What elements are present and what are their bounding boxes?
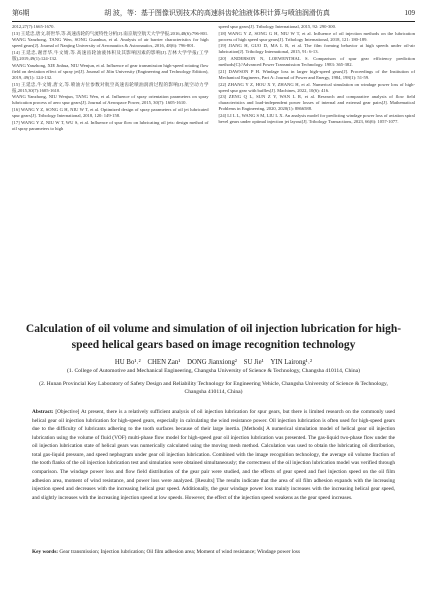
abstract-label: Abstract:	[32, 409, 54, 415]
running-title: 胡 波，等：基于图像识别技术的高速斜齿轮油液体积计算与喷油润滑仿真	[104, 9, 330, 17]
reference-item: [22] ZHANG Y Z, HOU X Y, ZHANG H, et al. Numerical simulation on windage power loss of high-speed spur gear with baffles[J]. Machines, 2022, 10(6): 416.	[218, 81, 415, 93]
abstract	[32, 408, 395, 502]
issue-number: 第6期	[12, 9, 30, 17]
reference-item: WANG Yanzhong, NIU Wenjun, TANG Wen, et al. Influence of spray orientation parameters on spray lubrication process of aero spur gears[J]. Journal of Aerospace Power, 2015, 30(7): 1605-1610.	[12, 94, 209, 106]
reference-item: [19] JIANG H, GUO D, MA L R, et al. The film forming behavior at high speeds under oil-air lubrication[J]. Tribology International, 2015, 91: 6-13.	[218, 43, 415, 55]
header-rule	[12, 21, 415, 22]
paper-title: Calculation of oil volume and simulation of oil injection lubrication for high-speed helical gears based on image recognition technology	[25, 323, 402, 351]
reference-item: [21] DAWSON P H. Windage loss in larger high-speed gears[J]. Proceedings of the Institution of Mechanical Engineers, Part A: Journal of Power and Energy, 1984, 198(1): 51-59.	[218, 68, 415, 80]
references-section	[12, 24, 415, 324]
reference-item: [23] ZENG Q L, SUN Z Y, WAN L R, et al. Research and comparative analysis of flow field characteristics and load-independent power losses of internal and external gear pairs[J]. Mathematical Problems in Engineering, 2020, 2020(1): 8866588.	[218, 94, 415, 112]
reference-item: WANG Yanzhong, TANG Wen, SONG Guanhua, et al. Analysis of air barrier characteristics for high speed gears[J]. Journal of Nanjing University of Aeronautics & Astronautics, 2016, 48(6): 796-801.	[12, 37, 209, 49]
reference-item: [15] 王延忠,牛文婧,唐文,等.喷油方位参数对航空高速齿轮喷油润滑过程的影响[J].航空动力学报,2015,30(7):1605-1610.	[12, 81, 209, 93]
reference-item: [13] 王延忠,唐文,蒋世华,等.高速齿轮的气流特性分析[J].南京航空航天大学学报,2016,48(6):796-801.	[12, 30, 209, 36]
reference-item: [16] WANG Y Z, SONG G H, NIU W T, et al. Optimized design of spray parameters of oil jet lubricated spur gears[J]. Tribology International, 2018, 120: 149-158.	[12, 106, 209, 119]
abstract-text: [Objective] At present, there is a relatively sufficient analysis of oil injection lubrication for spur gears, but there is limited research on the commonly used helical gear oil injection lubrication for high-speed gears, especially in calculating the wind resistance power. Oil injection lubrication is often used for high-speed gears due to the difficulty of lubricants adhering to the tooth surfaces because of their large inertia. [Methods] A numerical simulation model of helical gear oil injection lubrication using the volume of fluid (VOF) multi-phase flow model for high-speed gear oil injection lubrication was presented. The gas-liquid two-phase flow under the oil injection lubrication state of helical gears was numerically calculated using the moving mesh method. Calculation was used to obtain the lubricating oil distribution, total gas-liquid pressure, and speed nephogram under gear oil injection lubrication. Combined with the image recognition technology, the average oil volume fraction of the tooth flanks of the oil injection lubrication test and simulation were obtained simultaneously; the correctness of the oil injection lubrication model was verified through comparison. The windage power loss and flow field distribution of the gear pair were studied, and the effects of gear speed and fuel injection speed on the oil film adhesion area, moment of wind resistance, and power loss were analyzed. [Results] The results indicate that the area of oil film adhesion expands with the increasing injection speed and decreases with the increasing helical gear speed. Additionally, the gear windage power loss mainly increases with the increasing helical gear speed, and slightly increases with the increasing injection speed at low speeds. However, the effect of the injection speed weakens as the gear speed increases.	[32, 409, 396, 501]
reference-item: 2012,27(7):1665-1670.	[12, 24, 55, 29]
author-list: HU Bo¹˒² CHEN Zan¹ DONG Jianxiong² SU Jie¹ YIN Lairong¹˒²	[114, 359, 313, 366]
reference-item: [24] LI L L, WANG S M, LIU L X. An analysis model for predicting windage power loss of aviation spiral bevel gears under optimal injection jet layout[J]. Tribology Transactions, 2023, 66(6): 1057-1077.	[218, 113, 415, 125]
page-number: 109	[404, 9, 415, 17]
keywords-text: Gear transmission; Injection lubrication; Oil film adhesion area; Moment of wind resistance; Windage power loss	[59, 549, 301, 555]
reference-item: [20] ANDERSON N, LOEWENTHAL S. Comparison of spur gear efficiency prediction methods[C]//Advanced Power Transmission Technology. 1983: 365-382.	[218, 56, 415, 68]
references-right-column	[219, 24, 416, 324]
references-left-column	[12, 24, 209, 324]
affiliation-1: (1. College of Automotive and Mechanical Engineering, Changsha University of Science & Technology, Changsha 410114, China)	[66, 368, 360, 374]
reference-item: [18] WANG Y Z, SONG G H, NIU W T, et al. Influence of oil injection methods on the lubrication process of high speed spur gears[J]. Tribology International, 2018, 121: 180-189.	[218, 30, 415, 42]
reference-item: [17] WANG Y Z, NIU W T, WU S, et al. Influence of spur flow on lubricating oil jets: design method of oil spray parameters to high	[12, 119, 209, 131]
page-header	[12, 6, 415, 20]
keywords	[32, 548, 395, 557]
affiliation-2: (2. Hunan Provincial Key Laboratory of Safety Design and Reliability Technology for Engineering Vehicle, Changsha University of Science & Technology, Changsha 410114, China)	[39, 381, 388, 395]
reference-item: speed spur gears[J]. Tribology International, 2015, 92: 290-300.	[218, 24, 337, 29]
reference-item: WANG Yanzhong, XIE Jinhua, NIU Wenjun, et al. Influence of gear transmission high-speed rotating flow field on deviation effect of spray jet[J]. Journal of Jilin University (Engineering and Technology Edition), 2019, 49(1): 124-132.	[12, 62, 209, 80]
keywords-label: Key words:	[32, 549, 59, 555]
reference-item: [14] 王延忠,谢晋华,牛文婧,等.高速齿轮油液体积及其影响因素的影响[J].吉林大学学报(工学版),2019,49(1):124-132.	[12, 50, 209, 62]
